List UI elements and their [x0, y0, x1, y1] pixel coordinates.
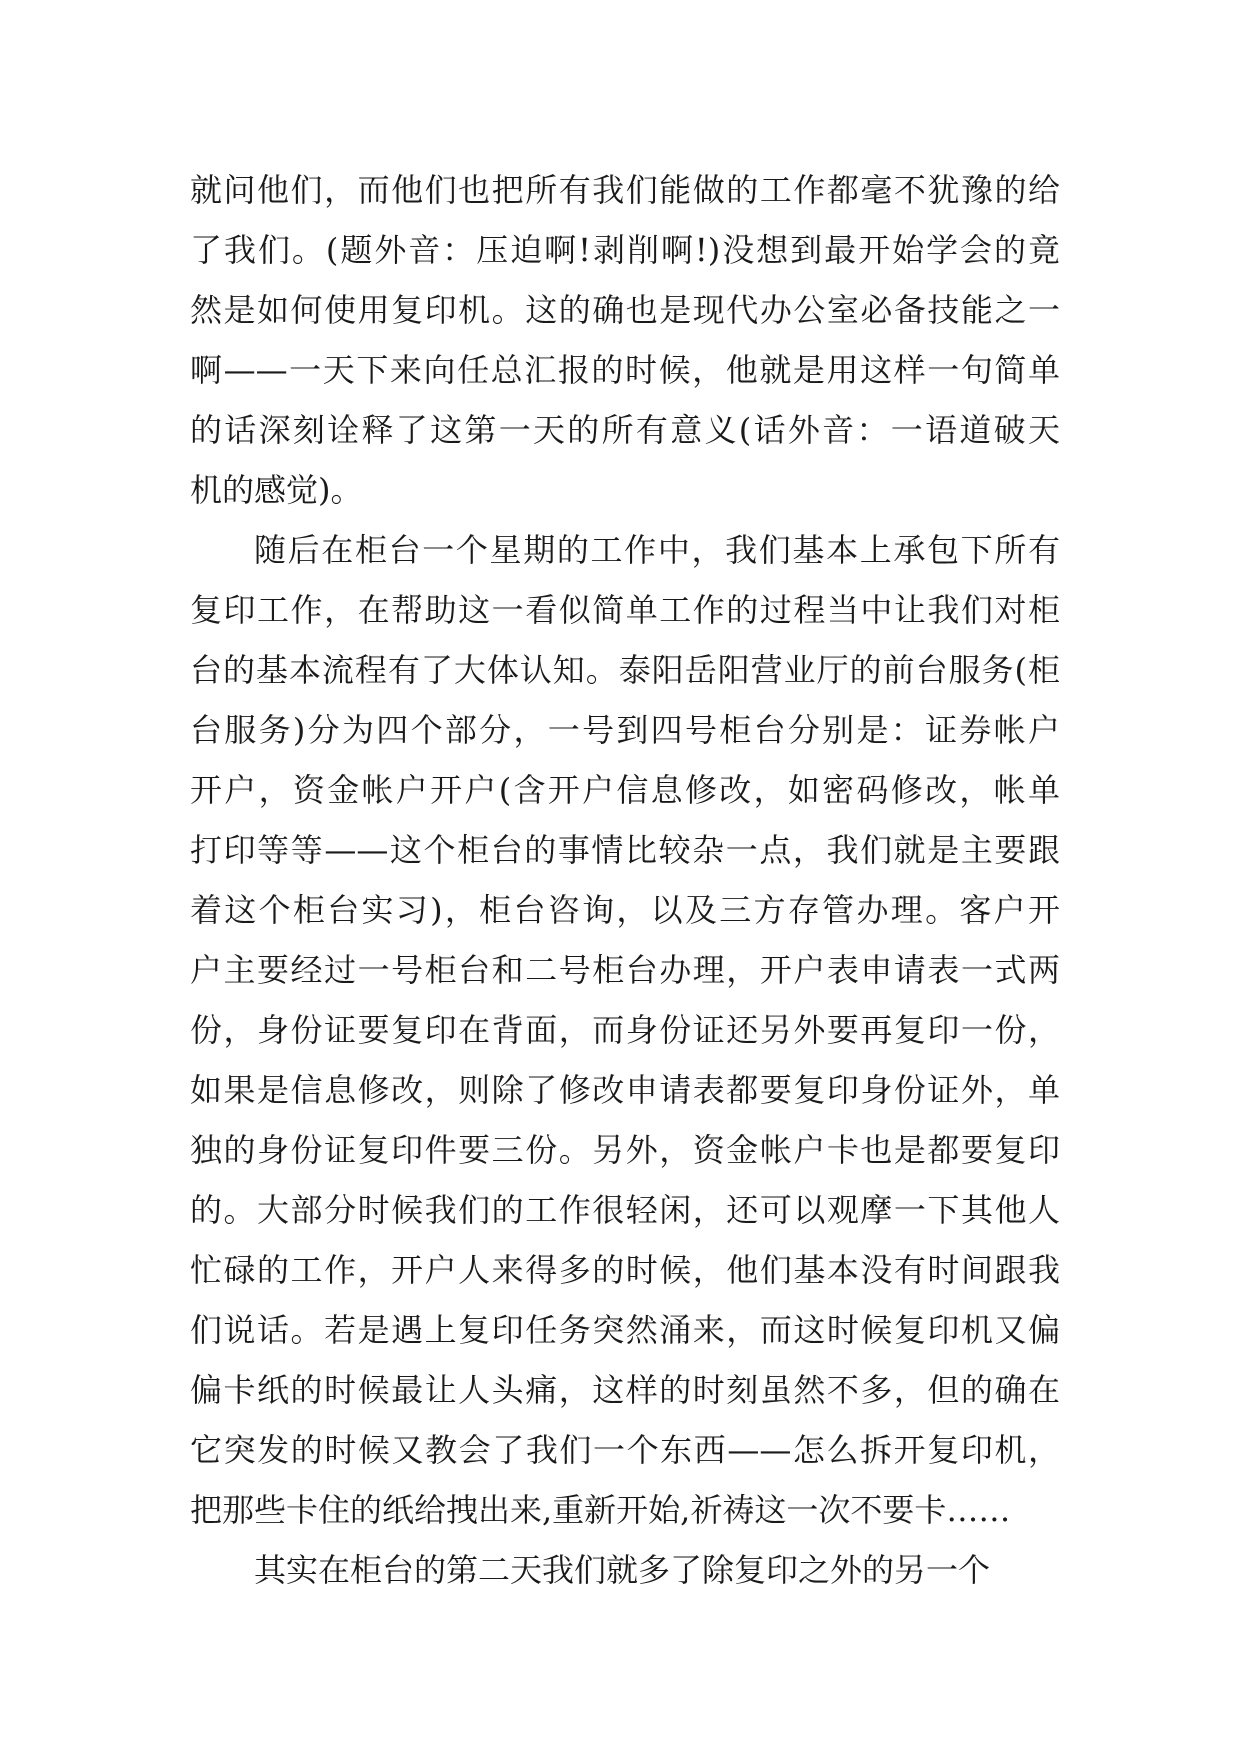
text-line: 偏卡纸的时候最让人头痛，这样的时刻虽然不多，但的确在 [190, 1371, 1060, 1409]
text-line: 就问他们，而他们也把所有我们能做的工作都毫不犹豫的给 [190, 171, 1060, 209]
text-line: 的话深刻诠释了这第一天的所有意义(话外音：一语道破天 [190, 411, 1060, 449]
text-line: 户主要经过一号柜台和二号柜台办理，开户表申请表一式两 [190, 951, 1060, 989]
text-line: 随后在柜台一个星期的工作中，我们基本上承包下所有 [254, 531, 1060, 569]
text-line: 机的感觉)。 [190, 471, 363, 509]
text-line: 份，身份证要复印在背面，而身份证还另外要再复印一份， [190, 1011, 1060, 1049]
text-line: 着这个柜台实习)，柜台咨询，以及三方存管办理。客户开 [190, 891, 1060, 929]
text-line: 打印等等——这个柜台的事情比较杂一点，我们就是主要跟 [190, 831, 1060, 869]
text-line: 复印工作，在帮助这一看似简单工作的过程当中让我们对柜 [190, 591, 1060, 629]
text-line: 忙碌的工作，开户人来得多的时候，他们基本没有时间跟我 [190, 1251, 1060, 1289]
paragraph-3 [190, 1540, 1060, 1600]
text-line: 如果是信息修改，则除了修改申请表都要复印身份证外，单 [190, 1071, 1060, 1109]
paragraph-2 [190, 520, 1060, 1540]
text-line: 把那些卡住的纸给拽出来,重新开始,祈祷这一次不要卡…… [190, 1491, 1011, 1529]
text-line: 台的基本流程有了大体认知。泰阳岳阳营业厅的前台服务(柜 [190, 651, 1060, 689]
text-line: 它突发的时候又教会了我们一个东西——怎么拆开复印机， [190, 1431, 1060, 1469]
text-line: 独的身份证复印件要三份。另外，资金帐户卡也是都要复印 [190, 1131, 1060, 1169]
paragraph-1 [190, 160, 1060, 520]
body-text [190, 160, 1060, 1600]
text-line: 台服务)分为四个部分，一号到四号柜台分别是：证券帐户 [190, 711, 1060, 749]
text-line: 了我们。(题外音：压迫啊!剥削啊!)没想到最开始学会的竟 [190, 231, 1060, 269]
text-line: 啊——一天下来向任总汇报的时候，他就是用这样一句简单 [190, 351, 1060, 389]
text-line: 其实在柜台的第二天我们就多了除复印之外的另一个 [254, 1551, 991, 1589]
text-line: 开户，资金帐户开户(含开户信息修改，如密码修改，帐单 [190, 771, 1060, 809]
text-line: 的。大部分时候我们的工作很轻闲，还可以观摩一下其他人 [190, 1191, 1060, 1229]
text-line: 然是如何使用复印机。这的确也是现代办公室必备技能之一 [190, 291, 1060, 329]
text-line: 们说话。若是遇上复印任务突然涌来，而这时候复印机又偏 [190, 1311, 1060, 1349]
